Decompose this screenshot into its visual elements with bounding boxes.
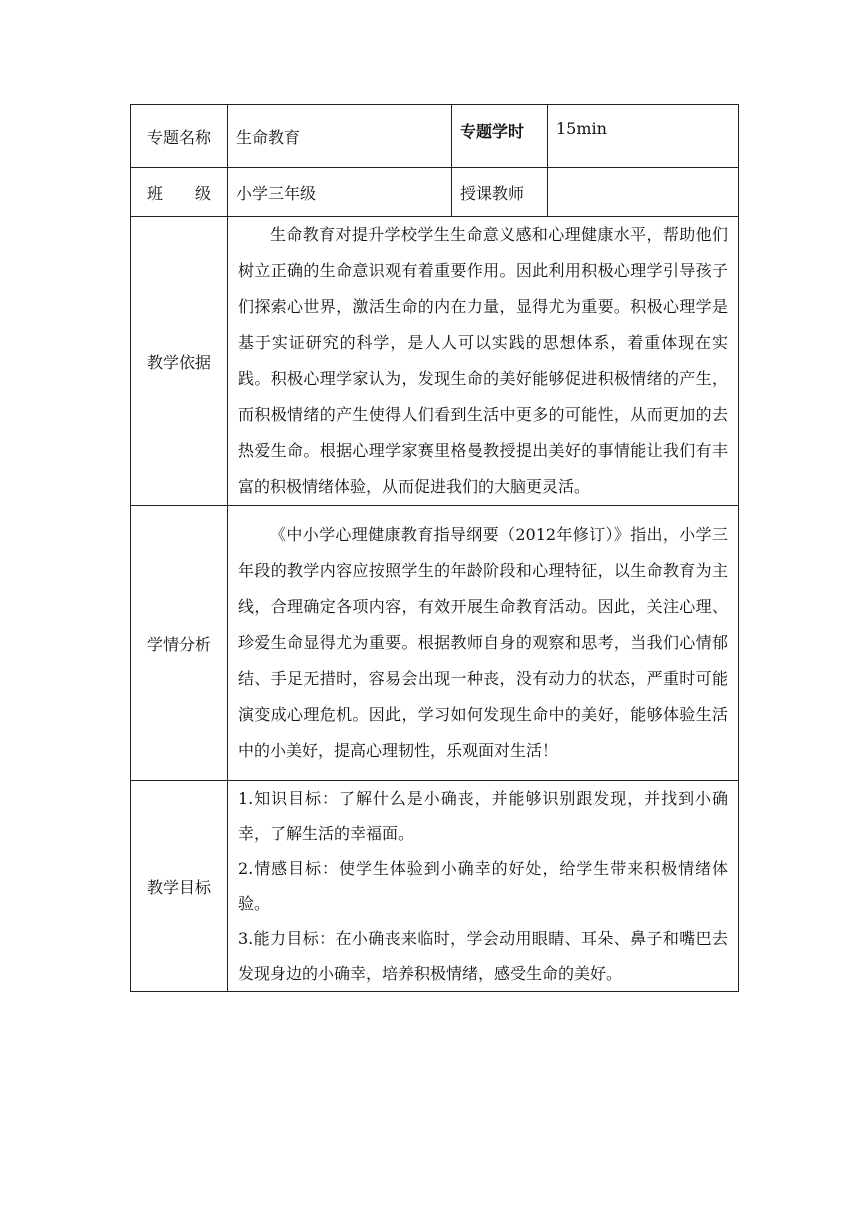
goal-item-knowledge: 1.知识目标：了解什么是小确丧，并能够识别跟发现，并找到小确幸，了解生活的幸福面。: [238, 789, 728, 843]
analysis-text: 《中小学心理健康教育指导纲要（2012年修订）》指出，小学三年段的教学内容应按照学生的年龄阶段和心理特征，以生命教育为主线，合理确定各项内容，有效开展生命教育活动。因此，关注心理、珍爱生命显得尤为重要。根据教师自身的观察和思考，当我们心情郁结、手足无措时，容易会出现一种丧，没有动力的状态，严重时可能演变成心理危机。因此，学习如何发现生命中的美好，能够体验生活中的小美好，提高心理韧性，乐观面对生活！: [238, 525, 728, 760]
basis-label: 教学依据: [131, 217, 228, 506]
analysis-cell: [228, 506, 739, 781]
analysis-label: 学情分析: [131, 506, 228, 781]
lesson-plan-table: [130, 104, 739, 992]
table-row: [131, 781, 739, 992]
basis-text: 生命教育对提升学校学生生命意义感和心理健康水平，帮助他们树立正确的生命意识观有着重要作用。因此利用积极心理学引导孩子们探索心世界，激活生命的内在力量，显得尤为重要。积极心理学是基于实证研究的科学，是人人可以实践的思想体系，着重体现在实践。积极心理学家认为，发现生命的美好能够促进积极情绪的产生，而积极情绪的产生使得人们看到生活中更多的可能性，从而更加的去热爱生命。根据心理学家赛里格曼教授提出美好的事情能让我们有丰富的积极情绪体验，从而促进我们的大脑更灵活。: [238, 225, 728, 496]
table-row: [131, 506, 739, 781]
goal-cell: [228, 781, 739, 992]
goal-item-ability: 3.能力目标：在小确丧来临时，学会动用眼睛、耳朵、鼻子和嘴巴去发现身边的小确幸，培养积极情绪，感受生命的美好。: [238, 929, 728, 983]
table-row: [131, 105, 739, 168]
basis-cell: [228, 217, 739, 506]
hours-label: 专题学时: [452, 105, 548, 168]
teacher-value: [548, 168, 739, 217]
topic-label: 专题名称: [131, 105, 228, 168]
hours-value: 15min: [548, 105, 739, 168]
class-label-char-1: 班: [147, 183, 164, 203]
teacher-label: 授课教师: [452, 168, 548, 217]
goal-label: 教学目标: [131, 781, 228, 992]
class-label-char-2: 级: [194, 183, 211, 203]
goal-item-emotion: 2.情感目标：使学生体验到小确幸的好处，给学生带来积极情绪体验。: [238, 859, 728, 913]
class-value: 小学三年级: [228, 168, 452, 217]
topic-value: 生命教育: [228, 105, 452, 168]
class-label: [131, 168, 228, 217]
table-row: [131, 217, 739, 506]
table-row: [131, 168, 739, 217]
